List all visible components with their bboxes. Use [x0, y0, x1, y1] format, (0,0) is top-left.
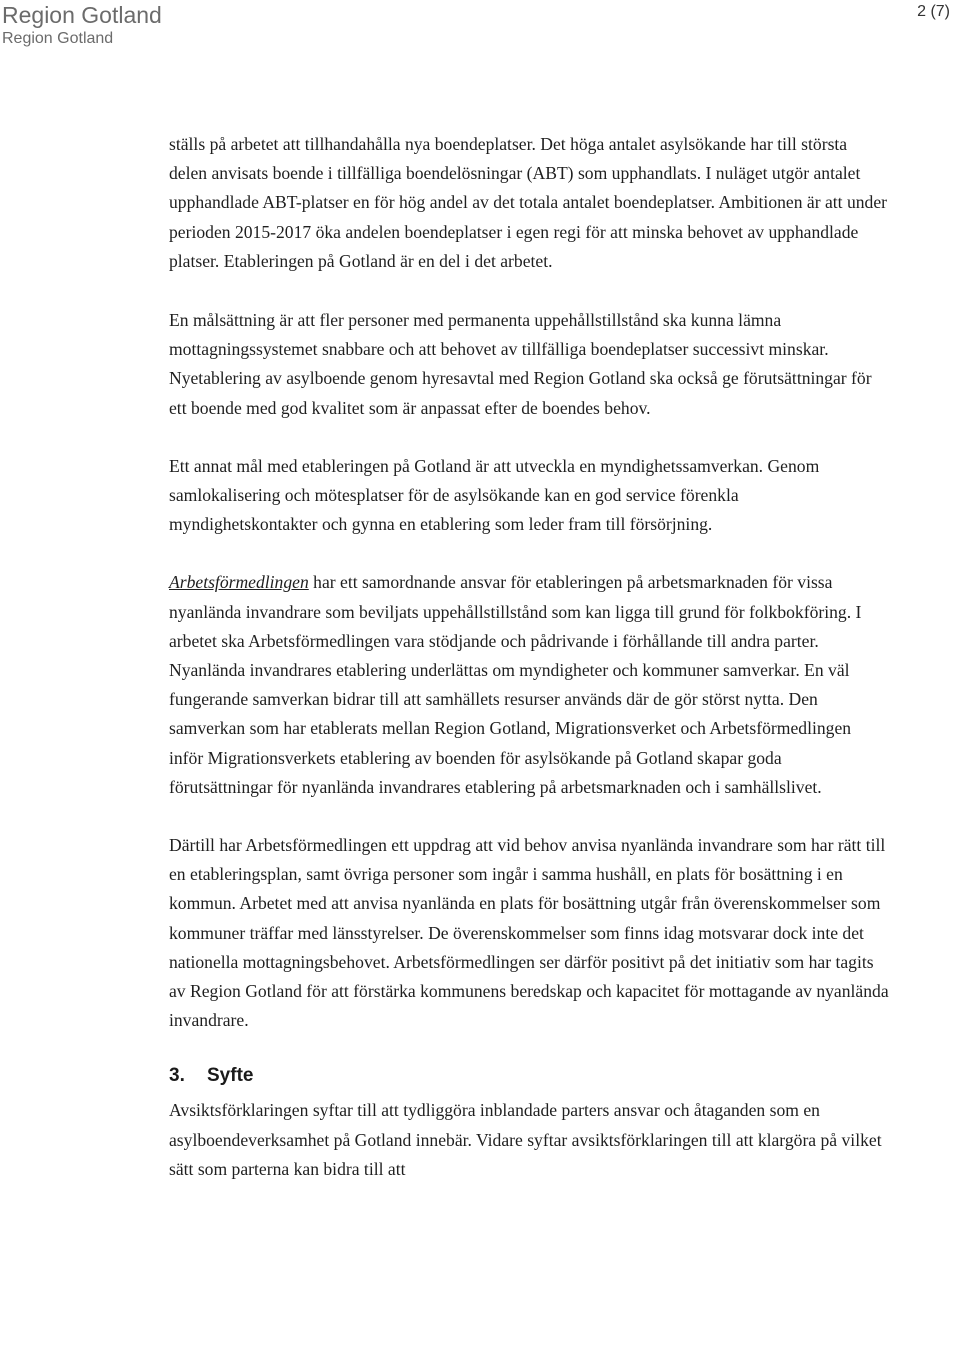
- organization-title: Region Gotland: [2, 2, 162, 28]
- section-number: 3.: [169, 1065, 185, 1087]
- page-number: 2 (7): [917, 3, 950, 20]
- paragraph-malsattning: En målsättning är att fler personer med permanenta uppehållstillstånd ska kunna lämna mottagningssystemet snabbare och att behovet av tillfälliga boendeplatser successivt minskar. Nyetablering av asylboende genom hyresavtal med Region Gotland ska också ge förutsättningar för ett boende med god kvalitet som är anpassat efter de boendes behov.: [169, 310, 872, 418]
- page-header: [0, 0, 960, 60]
- arbetsformedlingen-term: Arbetsförmedlingen: [169, 572, 309, 593]
- paragraph-syfte: Avsiktsförklaringen syftar till att tydliggöra inblandade parters ansvar och åtaganden som en asylboendeverksamhet på Gotland innebär. Vidare syftar avsiktsförklaringen till att klargöra på vilket sätt som parterna kan bidra till att: [169, 1100, 882, 1179]
- paragraph-arbetsformedlingen: [169, 568, 889, 802]
- paragraph-arbetsformedlingen-text: har ett samordnande ansvar för etableringen på arbetsmarknaden för vissa nyanlända invandrare som beviljats uppehållstillstånd som kan ligga till grund för folkbokföring. I arbetet ska Arbetsförmedlingen vara stödjande och pådrivande i förhållande till andra parter. Nyanlända invandrares etablering underlättas om myndigheter och kommuner samverkar. En väl fungerande samverkan bidrar till att samhällets resurser används där de gör störst nytta. Den samverkan som har etablerats mellan Region Gotland, Migrationsverket och Arbetsförmedlingen inför Migrationsverkets etablering av boenden för asylsökande på Gotland skapar goda förutsättningar för nyanlända invandrares etablering på arbetsmarknaden och i samhällslivet.: [169, 572, 862, 797]
- section-title: Syfte: [207, 1065, 254, 1087]
- paragraph-boendeplatser: ställs på arbetet att tillhandahålla nya boendeplatser. Det höga antalet asylsökande har till största delen anvisats boende i tillfälliga boendelösningar (ABT) som upphandlats. I nuläget utgör antalet upphandlade ABT-platser en för hög andel av det totala antalet boendeplatser. Ambitionen är att under perioden 2015-2017 öka andelen boendeplatser i egen regi för att minska behovet av upphandlade platser. Etableringen på Gotland är en del i det arbetet.: [169, 134, 888, 271]
- paragraph-myndighetssamverkan: Ett annat mål med etableringen på Gotland är att utveckla en myndighetssamverkan. Genom samlokalisering och mötesplatser för de asylsökande kan en god service förenkla myndighetskontakter och gynna en etablering som leder fram till försörjning.: [169, 455, 820, 535]
- paragraph-anvisning: Därtill har Arbetsförmedlingen ett uppdrag att vid behov anvisa nyanlända invandrare som har rätt till en etableringsplan, samt övriga personer som ingår i samma hushåll, en plats för bosättning i en kommun. Arbetet med att anvisa nyanlända en plats för bosättning utgår från överenskommelser som kommuner träffar med länsstyrelser. De överenskommelser som finns idag motsvarar dock inte det nationella mottagningsbehovet. Arbetsförmedlingen ser därför positivt på det initiativ som har tagits av Region Gotland för att förstärka kommunens beredskap och kapacitet för mottagande av nyanlända invandrare.: [169, 835, 889, 1031]
- organization-subtitle: Region Gotland: [2, 30, 114, 47]
- section-heading-syfte: [169, 1064, 889, 1088]
- document-body: [169, 130, 889, 1213]
